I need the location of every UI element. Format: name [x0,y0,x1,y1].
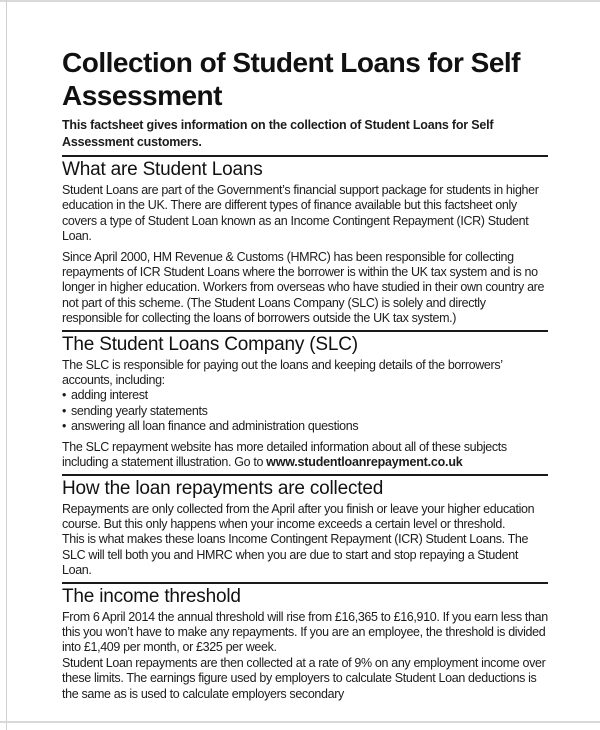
bullet-marker: • [62,403,67,418]
bullet-item [62,419,548,434]
paragraph: Repayments are only collected from the April after you finish or leave your higher education course. But this only happens when your income exceeds a certain level or threshold. [62,501,535,531]
section-heading-what-are-student-loans: What are Student Loans [62,159,263,180]
bullet-item [62,388,548,403]
bullet-text: adding interest [71,388,148,403]
document-title: Collection of Student Loans for Self Assessment [62,47,520,111]
document-intro: This factsheet gives information on the collection of Student Loans for Self Assessment customers. [62,118,494,149]
section-rule [62,582,548,584]
bullet-text: answering all loan finance and administration questions [71,419,359,434]
paragraph: Student Loans are part of the Government’s financial support package for students in higher education in the UK. There are different types of finance available but this factsheet only covers a type of Student Loan known as an Income Contingent Repayment (ICR) Student Loan. [62,183,539,244]
paragraph: Since April 2000, HM Revenue & Customs (HMRC) has been responsible for collecting repayments of ICR Student Loans where the borrower is within the UK tax system and is no longer in higher education. Workers from overseas who have studied in their own country are not part of this scheme. (The Student Loans Company (SLC) is solely and directly responsible for collecting the loans of borrowers outside the UK tax system.) [62,249,545,326]
page-bottom-edge [0,721,600,723]
paragraph [62,440,548,471]
paragraph: Student Loan repayments are then collected at a rate of 9% on any employment income over these limits. The earnings figure used by employers to calculate Student Loan deductions is the same as is used to calculate employers secondary [62,655,546,701]
bullet-list [62,388,548,434]
section-heading-how-repayments-collected: How the loan repayments are collected [62,477,384,499]
bullet-marker: • [62,419,67,434]
website-note: The SLC repayment website has more detailed information about all of these subjects including a statement illustration. Go to [62,439,507,470]
paragraph: From 6 April 2014 the annual threshold will rise from £16,365 to £16,910. If you earn less than this you won’t have to make any repayments. If you are an employee, the threshold is divided into £1,409 per month, or £325 per week. [62,609,548,655]
section-rule [62,155,548,157]
bullet-item [62,404,548,419]
paragraph: The SLC is responsible for paying out the loans and keeping details of the borrowers’ accounts, including: [62,357,503,388]
section-rule [62,474,548,476]
section-heading-student-loans-company: The Student Loans Company (SLC) [62,333,358,355]
paragraph: This is what makes these loans Income Contingent Repayment (ICR) Student Loans. The SLC will tell both you and HMRC when you are due to start and stop repaying a Student Loan. [62,532,529,578]
website-url-text: www.studentloanrepayment.co.uk [266,455,463,470]
bullet-marker: • [62,388,67,403]
section-rule [62,330,548,332]
section-heading-income-threshold: The income threshold [62,585,241,607]
bullet-text: sending yearly statements [71,403,208,418]
